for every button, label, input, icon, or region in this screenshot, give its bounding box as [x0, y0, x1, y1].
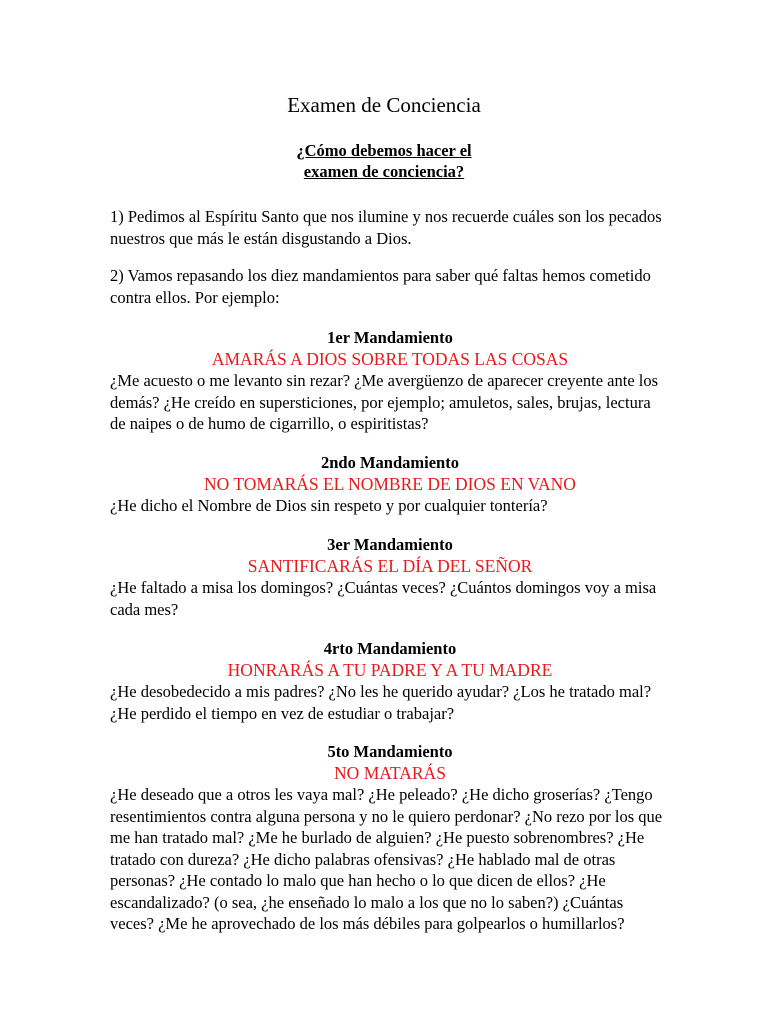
document-subtitle [0, 140, 768, 182]
commandment-1 [110, 327, 670, 435]
commandment-number: 3er Mandamiento [327, 535, 453, 554]
commandment-number: 5to Mandamiento [327, 742, 453, 761]
document-title: Examen de Conciencia [287, 93, 481, 117]
commandment-title: AMARÁS A DIOS SOBRE TODAS LAS COSAS [211, 349, 569, 369]
commandment-body: ¿He desobedecido a mis padres? ¿No les he querido ayudar? ¿Los he tratado mal? ¿He perdido el tiempo en vez de estudiar o trabajar? [110, 682, 652, 723]
intro-paragraph-1: 1) Pedimos al Espíritu Santo que nos ilumine y nos recuerde cuáles son los pecados nuestros que más le están disgustando a Dios. [110, 207, 662, 248]
subtitle-line-1: ¿Cómo debemos hacer el [296, 141, 472, 160]
intro-paragraph-2: 2) Vamos repasando los diez mandamientos para saber qué faltas hemos cometido contra ellos. Por ejemplo: [110, 266, 651, 307]
commandment-number: 4rto Mandamiento [323, 639, 457, 658]
subtitle-line-2: examen de conciencia? [303, 162, 465, 181]
commandment-title: HONRARÁS A TU PADRE Y A TU MADRE [227, 660, 553, 680]
commandment-3 [110, 534, 670, 620]
commandment-body: ¿He faltado a misa los domingos? ¿Cuántas veces? ¿Cuántos domingos voy a misa cada mes? [110, 578, 657, 619]
commandment-title: NO TOMARÁS EL NOMBRE DE DIOS EN VANO [204, 474, 576, 494]
commandment-body: ¿He dicho el Nombre de Dios sin respeto y por cualquier tontería? [110, 496, 548, 515]
commandment-number: 2ndo Mandamiento [321, 453, 459, 472]
commandment-2 [110, 452, 670, 517]
commandment-5 [110, 741, 670, 935]
commandment-title: NO MATARÁS [334, 763, 446, 783]
commandment-title: SANTIFICARÁS EL DÍA DEL SEÑOR [247, 556, 533, 576]
commandment-body: ¿Me acuesto o me levanto sin rezar? ¿Me avergüenzo de aparecer creyente ante los demás? ¿He creído en supersticiones, por ejemplo; amuletos, sales, brujas, lectura de naipes o de humo de cigarrillo, o espiritistas? [110, 371, 659, 433]
commandment-body: ¿He deseado que a otros les vaya mal? ¿He peleado? ¿He dicho groserías? ¿Tengo resentimientos contra alguna persona y no le quiero perdonar? ¿No rezo por los que me han tratado mal? ¿Me he burlado de alguien? ¿He puesto sobrenombres? ¿He tratado con dureza? ¿He dicho palabras ofensivas? ¿He hablado mal de otras personas? ¿He contado lo malo que han hecho o lo que dicen de ellos? ¿He escandalizado? (o sea, ¿he enseñado lo malo a los que no lo saben?) ¿Cuántas veces? ¿Me he aprovechado de los más débiles para golpearlos o humillarlos? [110, 785, 663, 933]
commandment-number: 1er Mandamiento [327, 328, 453, 347]
commandment-4 [110, 638, 670, 724]
